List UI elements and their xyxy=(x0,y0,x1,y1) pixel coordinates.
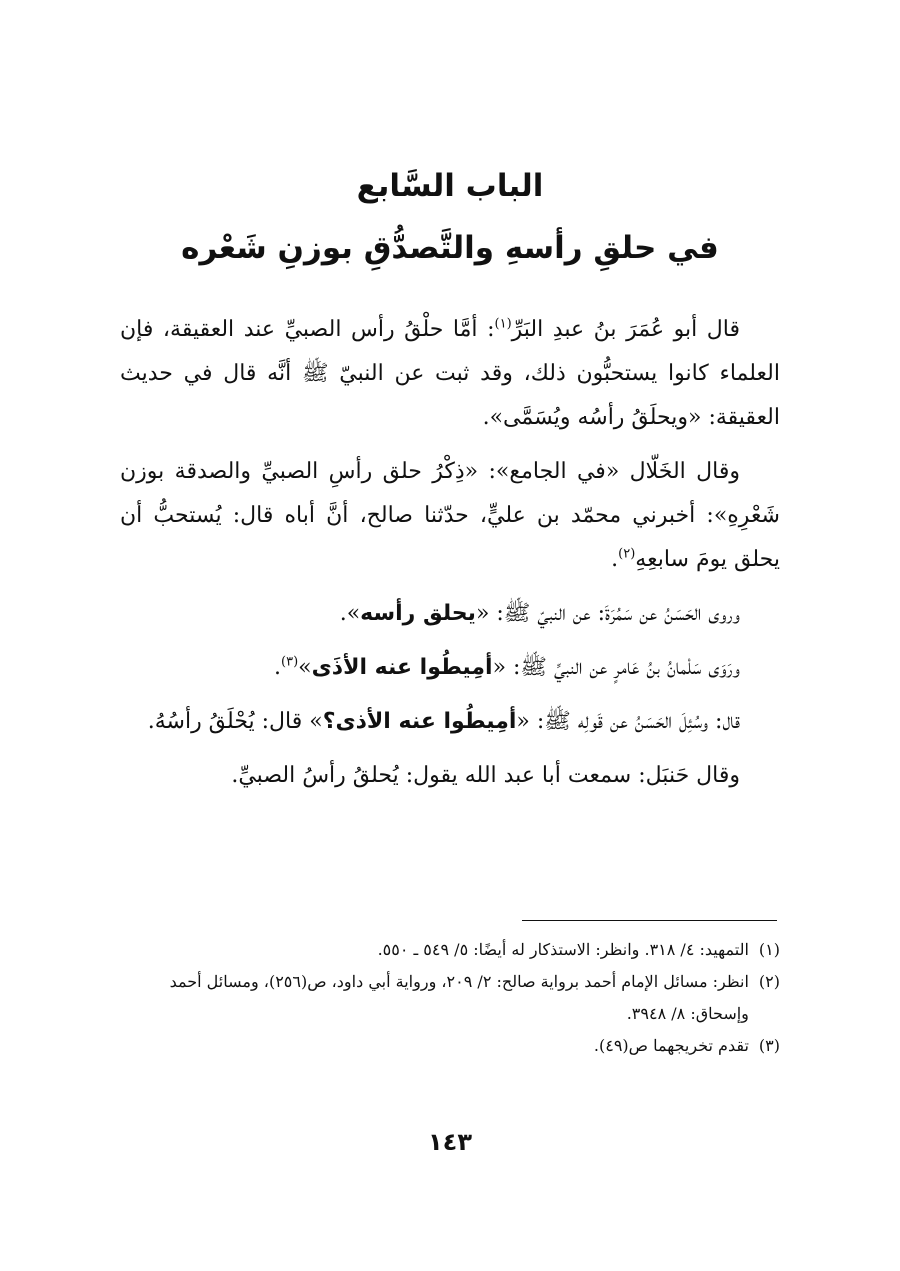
paragraph xyxy=(120,754,780,798)
paragraph xyxy=(120,450,780,582)
text-run: قال: وسُئِلَ الحَسَنُ عن قَولِه ﷺ: « xyxy=(516,709,740,734)
text-run: : أمَّا حلْقُ رأس الصبيِّ عند العقيقة، فإن العلماء كانوا يستحبُّون ذلك، وقد ثبت عن النبيّ ﷺ أنَّه قال في حديث العقيقة: «ويحلَقُ رأسُه ويُسَمَّى». xyxy=(120,317,780,430)
chapter-number: الباب السَّابع xyxy=(356,168,544,204)
footnotes xyxy=(120,934,780,1062)
text-run: وقال حَنبَل: سمعت أبا عبد الله يقول: يُحلقُ رأسُ الصبيِّ. xyxy=(231,763,740,788)
footnote-text: تقدم تخريجهما ص(٤٩). xyxy=(593,1036,749,1055)
paragraph xyxy=(120,646,780,690)
footnote-text: التمهيد: ٤/ ٣١٨. وانظر: الاستذكار له أيضًا: ٥/ ٥٤٩ ـ ٥٥٠. xyxy=(377,940,749,959)
text-run: ». xyxy=(339,601,361,626)
footnote-number: (٣) xyxy=(758,1036,780,1055)
text-run: » قال: يُحْلَقُ رأسُهُ. xyxy=(147,709,323,734)
footnote-text: انظر: مسائل الإمام أحمد برواية صالح: ٢/ ٢٠٩، ورواية أبي داود، ص(٢٥٦)، ومسائل أحمد وإسحاق: ٨/ ٣٩٤٨. xyxy=(169,972,749,1023)
text-run: وقال الخَلّال «في الجامع»: «ذِكْرُ حلق رأسِ الصبيِّ والصدقة بوزن شَعْرِهِ»: أخبرني محمّد بن عليٍّ، حدّثنا صالح، أنَّ أباه قال: يُستحبُّ أن يحلق يومَ سابعِهِ xyxy=(120,459,780,572)
text-run: » xyxy=(298,655,312,680)
text-run: . xyxy=(611,547,619,572)
footnote-number: (٢) xyxy=(758,972,780,991)
footnote-divider xyxy=(522,920,777,921)
body-text xyxy=(120,308,780,808)
footnote-number: (١) xyxy=(758,940,780,959)
bold-text-run: يحلق رأسه xyxy=(360,601,476,626)
footnote-reference: (٣) xyxy=(281,654,299,670)
paragraph xyxy=(120,308,780,440)
text-run: قال أبو عُمَرَ بنُ عبدِ البَرِّ xyxy=(511,317,740,342)
page-number: ١٤٣ xyxy=(428,1128,472,1156)
footnote-item xyxy=(120,966,780,1030)
bold-text-run: أمِيطُوا عنه الأذى؟ xyxy=(322,709,517,734)
footnote-item xyxy=(120,1030,780,1062)
text-run: وروى الحَسَنُ عن سَمُرَةَ: عن النبيّ ﷺ: « xyxy=(475,601,740,626)
footnote-reference: (١) xyxy=(494,316,512,332)
bold-text-run: أمِيطُوا عنه الأذَى xyxy=(311,655,493,680)
text-run: . xyxy=(274,655,281,680)
paragraph xyxy=(120,700,780,744)
paragraph xyxy=(120,592,780,636)
footnote-reference: (٢) xyxy=(618,546,636,562)
chapter-heading xyxy=(0,162,900,276)
chapter-title: في حلقِ رأسهِ والتَّصدُّقِ بوزنِ شَعْره xyxy=(181,230,719,266)
text-run: ورَوَى سَلْمانُ بنُ عَامرٍ عن النبيِّ ﷺ: « xyxy=(492,655,740,680)
footnote-item xyxy=(120,934,780,966)
